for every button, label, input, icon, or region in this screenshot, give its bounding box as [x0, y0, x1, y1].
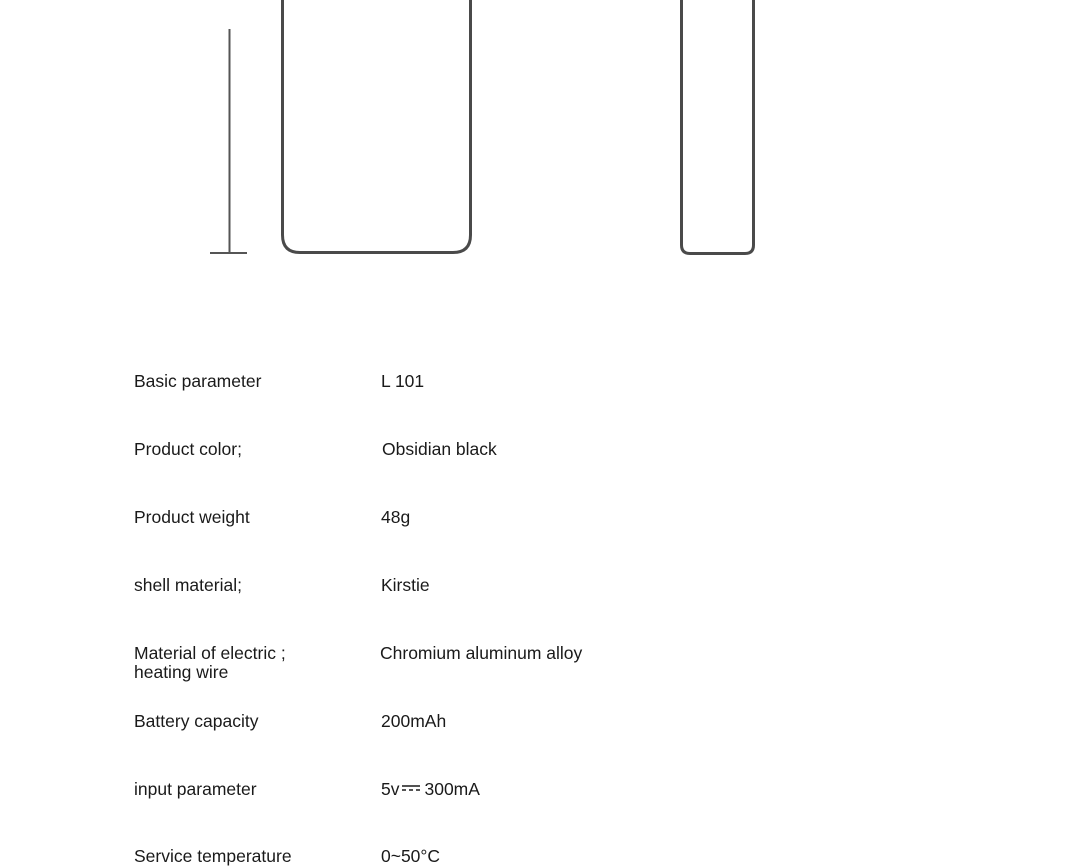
- spec-label-service-temperature: Service temperature: [134, 846, 292, 866]
- spec-value-input-parameter: [381, 780, 480, 799]
- spec-value-product-color: Obsidian black: [382, 439, 497, 459]
- spec-label-input-parameter: input parameter: [134, 779, 257, 799]
- spec-label-heating-wire-line2: heating wire: [134, 662, 229, 682]
- dc-current-icon: [402, 784, 420, 792]
- spec-value-heating-wire-material: Chromium aluminum alloy: [380, 643, 583, 663]
- input-current: 300mA: [424, 779, 480, 799]
- spec-label-shell-material: shell material;: [134, 575, 242, 595]
- spec-label-heating-wire-material: [134, 644, 286, 682]
- spec-value-service-temperature: 0~50°C: [381, 846, 441, 866]
- spec-value-basic-parameter: L 101: [381, 371, 425, 391]
- spec-value-product-weight: 48g: [381, 507, 411, 527]
- spec-label-basic-parameter: Basic parameter: [134, 371, 262, 391]
- input-voltage: 5v: [381, 779, 400, 799]
- spec-label-product-weight: Product weight: [134, 507, 250, 527]
- spec-value-shell-material: Kirstie: [381, 575, 430, 595]
- spec-label-battery-capacity: Battery capacity: [134, 711, 259, 731]
- spec-label-product-color: Product color;: [134, 439, 242, 459]
- spec-label-heating-wire-line1: Material of electric ;: [134, 643, 286, 663]
- spec-value-battery-capacity: 200mAh: [381, 711, 447, 731]
